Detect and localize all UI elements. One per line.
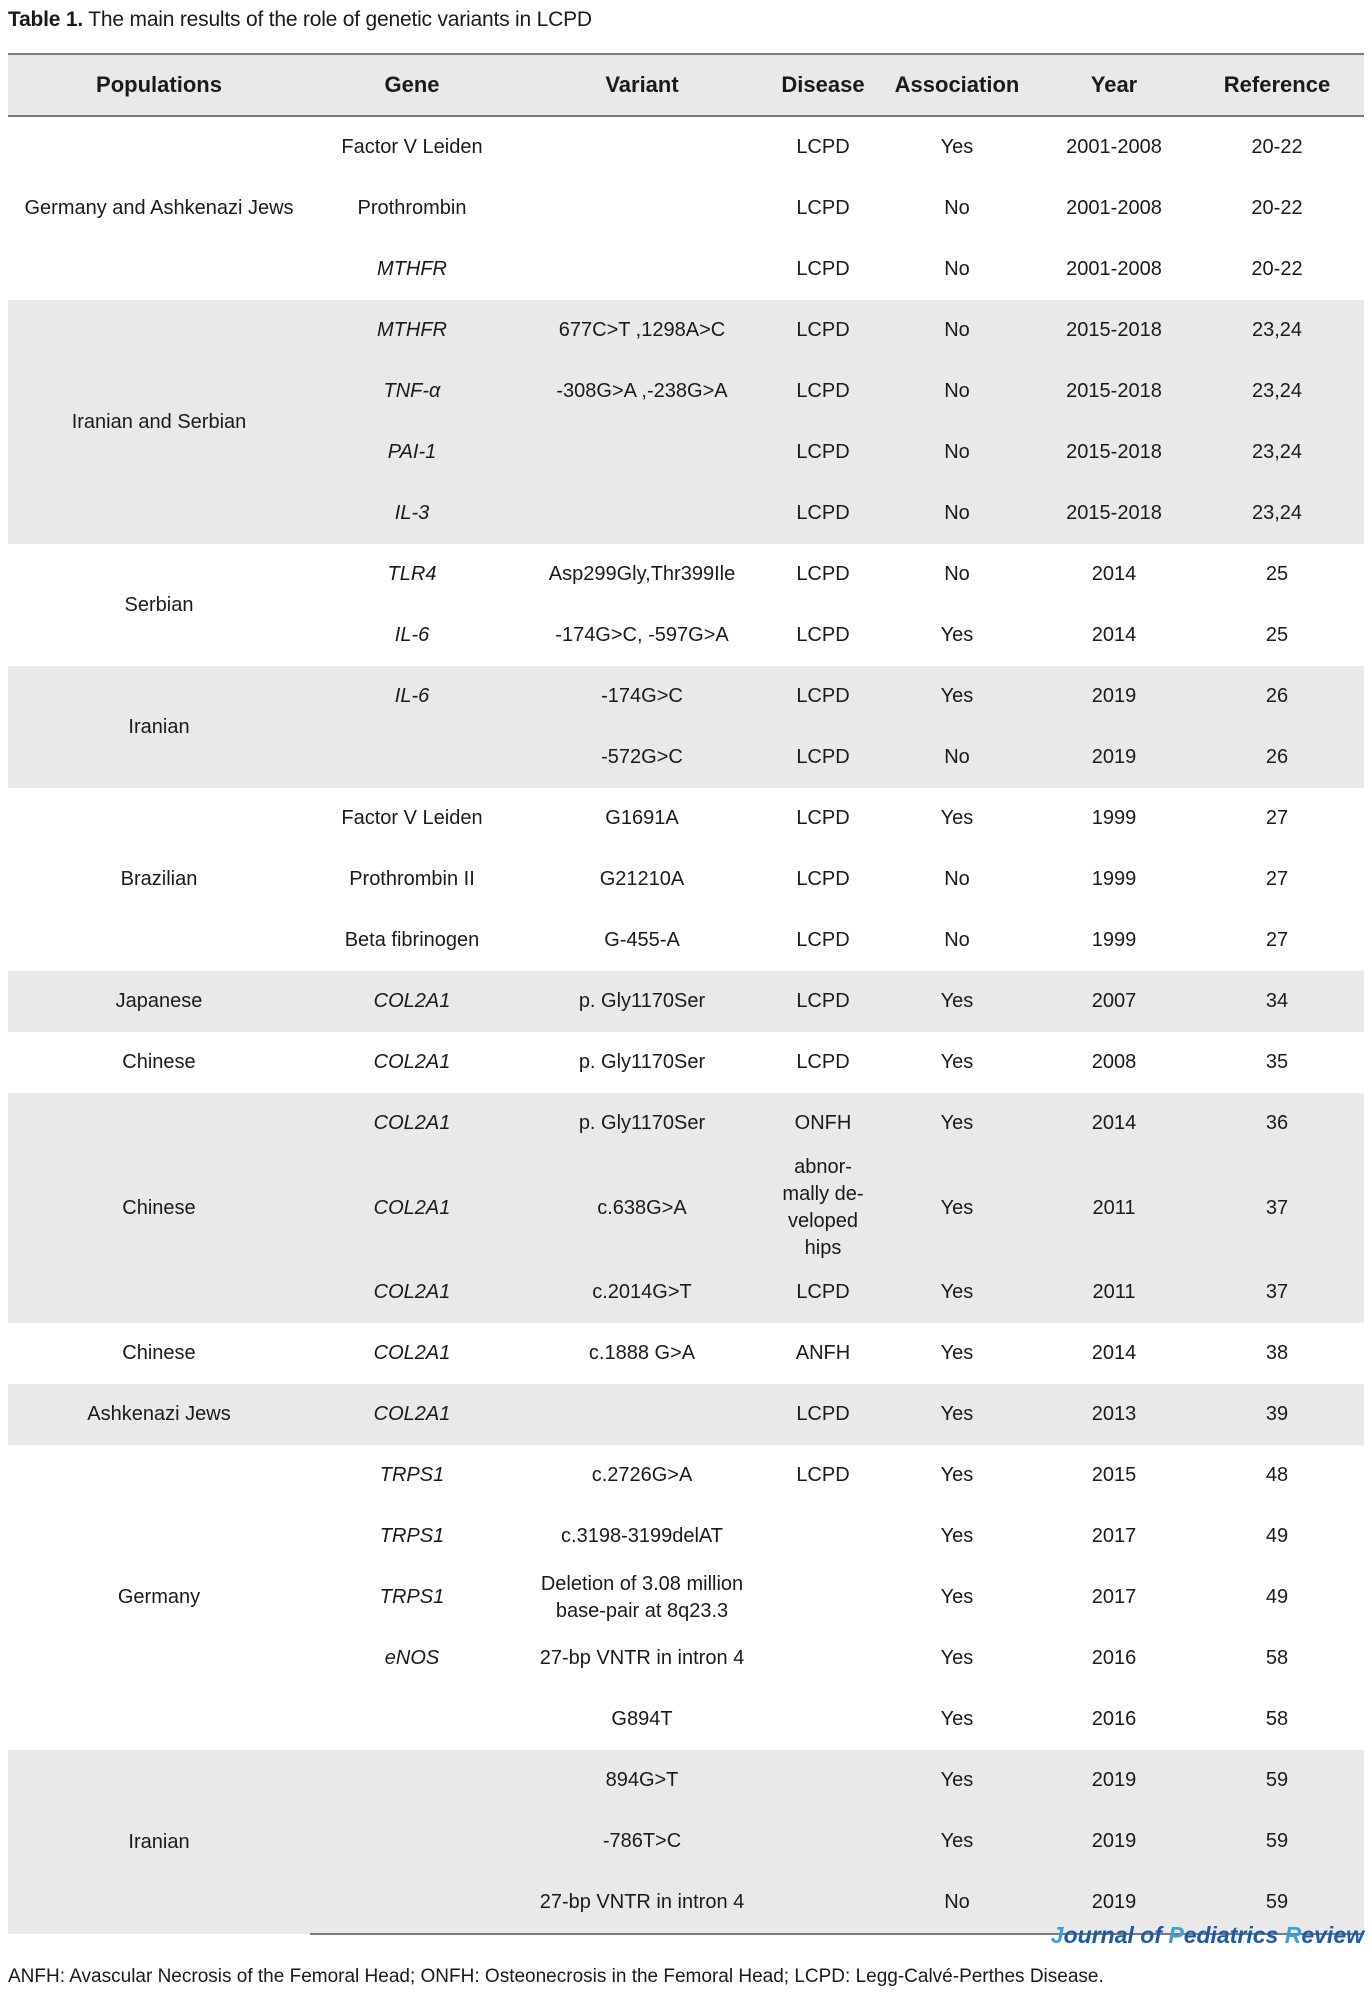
table-row — [8, 788, 1364, 849]
population-group — [8, 1750, 1364, 1934]
year-cell: 1999 — [1091, 868, 1137, 890]
gene-cell: PAI-1 — [387, 441, 437, 463]
table-footnote: ANFH: Avascular Necrosis of the Femoral Head; ONFH: Osteonecrosis in the Femoral Head; LCPD: Legg-Calvé-Perthes Disease. — [8, 1966, 1104, 1987]
variant-cell: -786T>C — [602, 1830, 682, 1852]
gene-cell — [310, 727, 514, 788]
gene-cell: COL2A1 — [373, 1403, 451, 1425]
population-cell: Germany — [117, 1586, 201, 1608]
association-cell: Yes — [940, 1281, 974, 1303]
table-header — [8, 54, 1364, 116]
year-cell: 2019 — [1038, 1872, 1190, 1934]
variant-cell: 894G>T — [605, 1769, 679, 1791]
reference-cell: 23,24 — [1251, 441, 1303, 463]
year-cell: 2001-2008 — [1066, 258, 1162, 280]
disease-cell — [770, 1628, 876, 1689]
disease-cell — [770, 1750, 876, 1811]
reference-cell: 58 — [1265, 1647, 1289, 1669]
variant-cell: p. Gly1170Ser — [578, 990, 706, 1012]
variant-cell: c.3198-3199delAT — [561, 1525, 723, 1547]
year-cell: 2019 — [1091, 1769, 1137, 1791]
disease-cell: LCPD — [796, 624, 850, 646]
gene-cell: Prothrombin — [357, 197, 467, 219]
association-cell: Yes — [940, 1586, 974, 1608]
variant-cell — [514, 239, 770, 300]
association-cell: No — [944, 929, 970, 951]
gene-cell: Factor V Leiden — [341, 136, 483, 158]
reference-cell: 20-22 — [1251, 136, 1303, 158]
gene-cell: COL2A1 — [373, 990, 451, 1012]
disease-cell: ANFH — [795, 1342, 851, 1364]
association-cell: No — [944, 441, 970, 463]
variant-cell: 677C>T ,1298A>C — [558, 319, 726, 341]
disease-cell — [770, 1506, 876, 1567]
population-group — [8, 1093, 1364, 1323]
population-group — [8, 1032, 1364, 1093]
gene-cell: COL2A1 — [373, 1196, 451, 1219]
reference-cell: 49 — [1265, 1586, 1289, 1608]
population-group — [8, 116, 1364, 300]
gene-cell: COL2A1 — [373, 1051, 451, 1073]
year-cell: 2015-2018 — [1066, 502, 1162, 524]
table-row — [8, 1093, 1364, 1154]
gene-cell: Beta fibrinogen — [344, 929, 480, 951]
gene-cell: TRPS1 — [379, 1586, 445, 1608]
disease-cell: LCPD — [796, 319, 850, 341]
disease-cell: LCPD — [796, 380, 850, 402]
reference-cell: 27 — [1265, 929, 1289, 951]
association-cell: No — [944, 563, 970, 585]
association-cell: Yes — [940, 1647, 974, 1669]
table-row — [8, 1750, 1364, 1811]
table-row — [8, 971, 1364, 1032]
gene-cell: TRPS1 — [379, 1464, 445, 1486]
variant-cell: G894T — [611, 1708, 673, 1730]
gene-cell: TLR4 — [387, 563, 437, 585]
association-cell: No — [944, 197, 970, 219]
year-cell: 2015-2018 — [1066, 380, 1162, 402]
variant-cell: Asp299Gly,Thr399Ile — [548, 563, 736, 585]
table-row — [8, 116, 1364, 178]
year-cell: 2008 — [1091, 1051, 1137, 1073]
population-group — [8, 788, 1364, 971]
variant-cell — [514, 483, 770, 544]
population-group — [8, 1384, 1364, 1445]
reference-cell: 35 — [1265, 1051, 1289, 1073]
header-disease: Disease — [781, 72, 865, 97]
reference-cell: 20-22 — [1251, 197, 1303, 219]
association-cell: Yes — [940, 1769, 974, 1791]
gene-cell: Factor V Leiden — [341, 807, 483, 829]
year-cell: 2013 — [1091, 1403, 1137, 1425]
logo-letter-j: J — [1050, 1922, 1064, 1948]
disease-cell — [770, 1567, 876, 1628]
population-cell: Iranian and Serbian — [71, 410, 247, 433]
table-row — [8, 544, 1364, 605]
disease-cell: LCPD — [796, 807, 850, 829]
reference-cell: 49 — [1265, 1525, 1289, 1547]
variant-cell: -572G>C — [601, 746, 683, 768]
journal-logo — [1051, 1922, 1364, 1949]
reference-cell: 25 — [1265, 563, 1289, 585]
disease-cell: LCPD — [796, 685, 850, 707]
logo-text-1: ournal of — [1063, 1922, 1169, 1948]
table-row — [8, 1323, 1364, 1384]
variant-cell — [514, 116, 770, 178]
reference-cell: 26 — [1265, 746, 1289, 768]
reference-cell: 23,24 — [1251, 502, 1303, 524]
reference-cell: 27 — [1265, 807, 1289, 829]
association-cell: Yes — [940, 1708, 974, 1730]
population-group — [8, 666, 1364, 788]
association-cell: Yes — [940, 1830, 974, 1852]
variant-cell — [514, 1384, 770, 1445]
gene-cell: COL2A1 — [373, 1281, 451, 1303]
table-caption — [8, 8, 592, 32]
population-cell: Brazilian — [120, 868, 198, 890]
year-cell: 1999 — [1091, 807, 1137, 829]
year-cell: 2014 — [1091, 563, 1137, 585]
header-gene: Gene — [384, 72, 440, 97]
year-cell: 2001-2008 — [1066, 197, 1162, 219]
variant-cell: p. Gly1170Ser — [578, 1051, 706, 1073]
year-cell: 2015 — [1091, 1464, 1137, 1486]
year-cell: 2019 — [1091, 685, 1137, 707]
year-cell: 2014 — [1091, 1112, 1137, 1134]
variant-cell: c.2014G>T — [592, 1281, 692, 1303]
table-row — [8, 666, 1364, 727]
disease-cell: LCPD — [796, 1281, 850, 1303]
variant-cell: G-455-A — [604, 929, 680, 951]
association-cell: No — [876, 1872, 1038, 1934]
variant-cell: 27-bp VNTR in intron 4 — [514, 1872, 770, 1934]
variant-cell: 27-bp VNTR in intron 4 — [539, 1647, 745, 1669]
association-cell: Yes — [940, 1051, 974, 1073]
gene-cell: MTHFR — [377, 258, 447, 280]
association-cell: Yes — [940, 1464, 974, 1486]
gene-cell — [310, 1811, 514, 1872]
year-cell: 2011 — [1092, 1281, 1136, 1303]
reference-cell: 37 — [1265, 1281, 1289, 1303]
population-cell: Ashkenazi Jews — [87, 1403, 231, 1425]
reference-cell: 48 — [1265, 1464, 1289, 1486]
variant-cell: c.1888 G>A — [588, 1342, 696, 1364]
association-cell: Yes — [940, 807, 974, 829]
table-row — [8, 1032, 1364, 1093]
reference-cell: 38 — [1265, 1342, 1289, 1364]
disease-cell: LCPD — [796, 1051, 850, 1073]
population-cell: Japanese — [115, 990, 203, 1012]
year-cell: 2014 — [1091, 624, 1137, 646]
association-cell: Yes — [940, 1525, 974, 1547]
disease-cell: abnor- mally de- veloped hips — [782, 1156, 864, 1259]
year-cell: 2001-2008 — [1066, 136, 1162, 158]
disease-cell: LCPD — [796, 1464, 850, 1486]
gene-cell: IL-6 — [394, 624, 430, 646]
variant-cell: -174G>C — [601, 685, 683, 707]
gene-cell — [310, 1872, 514, 1934]
gene-cell: eNOS — [384, 1647, 440, 1669]
reference-cell: 58 — [1265, 1708, 1289, 1730]
population-cell: Iranian — [128, 715, 190, 738]
association-cell: Yes — [940, 990, 974, 1012]
association-cell: Yes — [940, 1403, 974, 1425]
reference-cell: 20-22 — [1251, 258, 1303, 280]
gene-cell — [310, 1750, 514, 1811]
gene-cell: TNF-α — [383, 380, 441, 402]
population-cell: Serbian — [124, 593, 194, 616]
table-row — [8, 1384, 1364, 1445]
disease-cell — [770, 1811, 876, 1872]
reference-cell: 59 — [1190, 1872, 1364, 1934]
reference-cell: 27 — [1265, 868, 1289, 890]
disease-cell: LCPD — [796, 258, 850, 280]
header-populations: Populations — [96, 72, 222, 97]
population-group — [8, 1323, 1364, 1384]
association-cell: Yes — [940, 624, 974, 646]
header-year: Year — [1090, 72, 1138, 97]
reference-cell: 59 — [1265, 1769, 1289, 1791]
variant-cell: -308G>A ,-238G>A — [556, 380, 728, 402]
disease-cell: LCPD — [796, 929, 850, 951]
variant-cell: -174G>C, -597G>A — [555, 624, 729, 646]
population-group — [8, 300, 1364, 544]
year-cell: 1999 — [1091, 929, 1137, 951]
gene-cell: MTHFR — [377, 319, 447, 341]
association-cell: No — [944, 258, 970, 280]
association-cell: No — [944, 380, 970, 402]
gene-cell: COL2A1 — [373, 1342, 451, 1364]
population-group — [8, 971, 1364, 1032]
reference-cell: 23,24 — [1251, 380, 1303, 402]
population-cell: Germany and Ashkenazi Jews — [24, 197, 294, 219]
logo-letter-r: R — [1284, 1922, 1302, 1948]
disease-cell: LCPD — [796, 197, 850, 219]
year-cell: 2017 — [1091, 1586, 1137, 1608]
gene-cell: IL-6 — [394, 685, 430, 707]
population-group — [8, 544, 1364, 666]
gene-cell: TRPS1 — [379, 1525, 445, 1547]
disease-cell: ONFH — [794, 1112, 852, 1134]
disease-cell — [770, 1872, 876, 1934]
year-cell: 2015-2018 — [1066, 319, 1162, 341]
reference-cell: 25 — [1265, 624, 1289, 646]
variant-cell: G1691A — [605, 807, 679, 829]
association-cell: Yes — [940, 1112, 974, 1134]
association-cell: Yes — [940, 685, 974, 707]
association-cell: Yes — [940, 1196, 974, 1219]
variant-cell: G21210A — [599, 868, 685, 890]
header-variant: Variant — [605, 72, 679, 97]
year-cell: 2017 — [1091, 1525, 1137, 1547]
population-cell: Chinese — [122, 1196, 196, 1219]
reference-cell: 26 — [1265, 685, 1289, 707]
table-caption-label: Table 1. — [8, 8, 84, 31]
table-caption-text: The main results of the role of genetic variants in LCPD — [83, 8, 592, 31]
disease-cell: LCPD — [796, 563, 850, 585]
association-cell: No — [944, 868, 970, 890]
variant-cell: p. Gly1170Ser — [578, 1112, 706, 1134]
reference-cell: 39 — [1265, 1403, 1289, 1425]
disease-cell: LCPD — [796, 990, 850, 1012]
association-cell: No — [944, 502, 970, 524]
header-row — [8, 54, 1364, 116]
header-reference: Reference — [1223, 72, 1331, 97]
disease-cell — [770, 1689, 876, 1750]
reference-cell: 36 — [1265, 1112, 1289, 1134]
variant-cell: c.2726G>A — [591, 1464, 693, 1486]
association-cell: No — [944, 746, 970, 768]
year-cell: 2019 — [1091, 1830, 1137, 1852]
population-cell: Iranian — [128, 1830, 190, 1853]
table-row — [8, 1445, 1364, 1506]
disease-cell: LCPD — [796, 746, 850, 768]
gene-cell: IL-3 — [394, 502, 430, 524]
gene-cell: COL2A1 — [373, 1112, 451, 1134]
association-cell: Yes — [940, 1342, 974, 1364]
gene-cell — [310, 1689, 514, 1750]
disease-cell: LCPD — [796, 1403, 850, 1425]
genetic-variants-table — [8, 53, 1364, 1935]
reference-cell: 23,24 — [1251, 319, 1303, 341]
disease-cell: LCPD — [796, 441, 850, 463]
population-group — [8, 1445, 1364, 1750]
year-cell: 2016 — [1091, 1647, 1137, 1669]
population-cell: Chinese — [122, 1342, 196, 1364]
year-cell: 2016 — [1091, 1708, 1137, 1730]
reference-cell: 59 — [1265, 1830, 1289, 1852]
year-cell: 2011 — [1092, 1196, 1136, 1219]
reference-cell: 34 — [1265, 990, 1289, 1012]
logo-text-3: eview — [1301, 1922, 1364, 1948]
variant-cell — [514, 422, 770, 483]
table-row — [8, 300, 1364, 361]
header-association: Association — [894, 72, 1020, 97]
variant-cell: Deletion of 3.08 million base-pair at 8q23.3 — [540, 1572, 744, 1622]
year-cell: 2015-2018 — [1066, 441, 1162, 463]
logo-text-2: ediatrics — [1183, 1922, 1285, 1948]
gene-cell: Prothrombin II — [349, 868, 475, 890]
association-cell: No — [944, 319, 970, 341]
year-cell: 2007 — [1091, 990, 1137, 1012]
disease-cell: LCPD — [796, 502, 850, 524]
variant-cell: c.638G>A — [597, 1196, 687, 1219]
association-cell: Yes — [940, 136, 974, 158]
variant-cell — [514, 178, 770, 239]
disease-cell: LCPD — [796, 868, 850, 890]
reference-cell: 37 — [1265, 1196, 1289, 1219]
population-cell: Chinese — [122, 1051, 196, 1073]
disease-cell: LCPD — [796, 136, 850, 158]
logo-letter-p: P — [1168, 1922, 1184, 1948]
year-cell: 2014 — [1091, 1342, 1137, 1364]
year-cell: 2019 — [1091, 746, 1137, 768]
